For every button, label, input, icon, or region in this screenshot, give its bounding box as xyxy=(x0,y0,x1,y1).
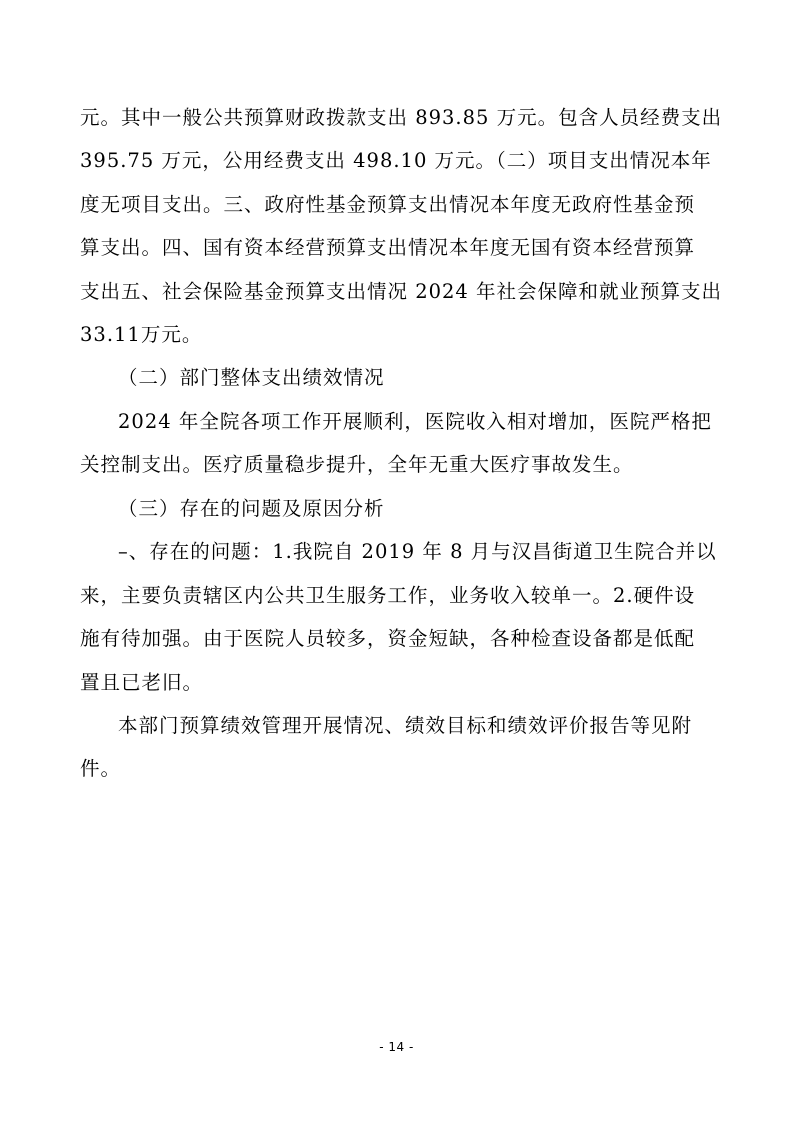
text-line: 算支出。四、国有资本经营预算支出情况本年度无国有资本经营预算 xyxy=(80,236,696,259)
section-heading: （二）部门整体支出绩效情况 xyxy=(118,366,385,389)
text-line: 395.75 万元，公用经费支出 498.10 万元。（二）项目支出情况本年 xyxy=(80,149,712,172)
page-number: - 14 - xyxy=(379,1040,414,1054)
text-line: –、存在的问题：1.我院自 2019 年 8 月与汉昌街道卫生院合并以 xyxy=(118,540,717,563)
text-line: 度无项目支出。三、政府性基金预算支出情况本年度无政府性基金预 xyxy=(80,193,696,216)
text-line: 施有待加强。由于医院人员较多，资金短缺，各种检查设备都是低配 xyxy=(80,627,696,650)
text-line: 置且已老旧。 xyxy=(80,671,204,694)
text-line: 本部门预算绩效管理开展情况、绩效目标和绩效评价报告等见附 xyxy=(118,714,693,737)
text-line: 关控制支出。医疗质量稳步提升，全年无重大医疗事故发生。 xyxy=(80,453,634,476)
text-line: 件。 xyxy=(80,757,122,780)
text-line: 2024 年全院各项工作开展顺利，医院收入相对增加，医院严格把 xyxy=(118,410,712,433)
text-line: 来，主要负责辖区内公共卫生服务工作，业务收入较单一。2.硬件设 xyxy=(80,584,696,607)
text-line: 元。其中一般公共预算财政拨款支出 893.85 万元。包含人员经费支出 xyxy=(80,106,723,129)
section-heading: （三）存在的问题及原因分析 xyxy=(118,497,385,520)
text-line: 支出五、社会保险基金预算支出情况 2024 年社会保障和就业预算支出 xyxy=(80,280,723,303)
text-line: 33.11万元。 xyxy=(80,323,203,346)
